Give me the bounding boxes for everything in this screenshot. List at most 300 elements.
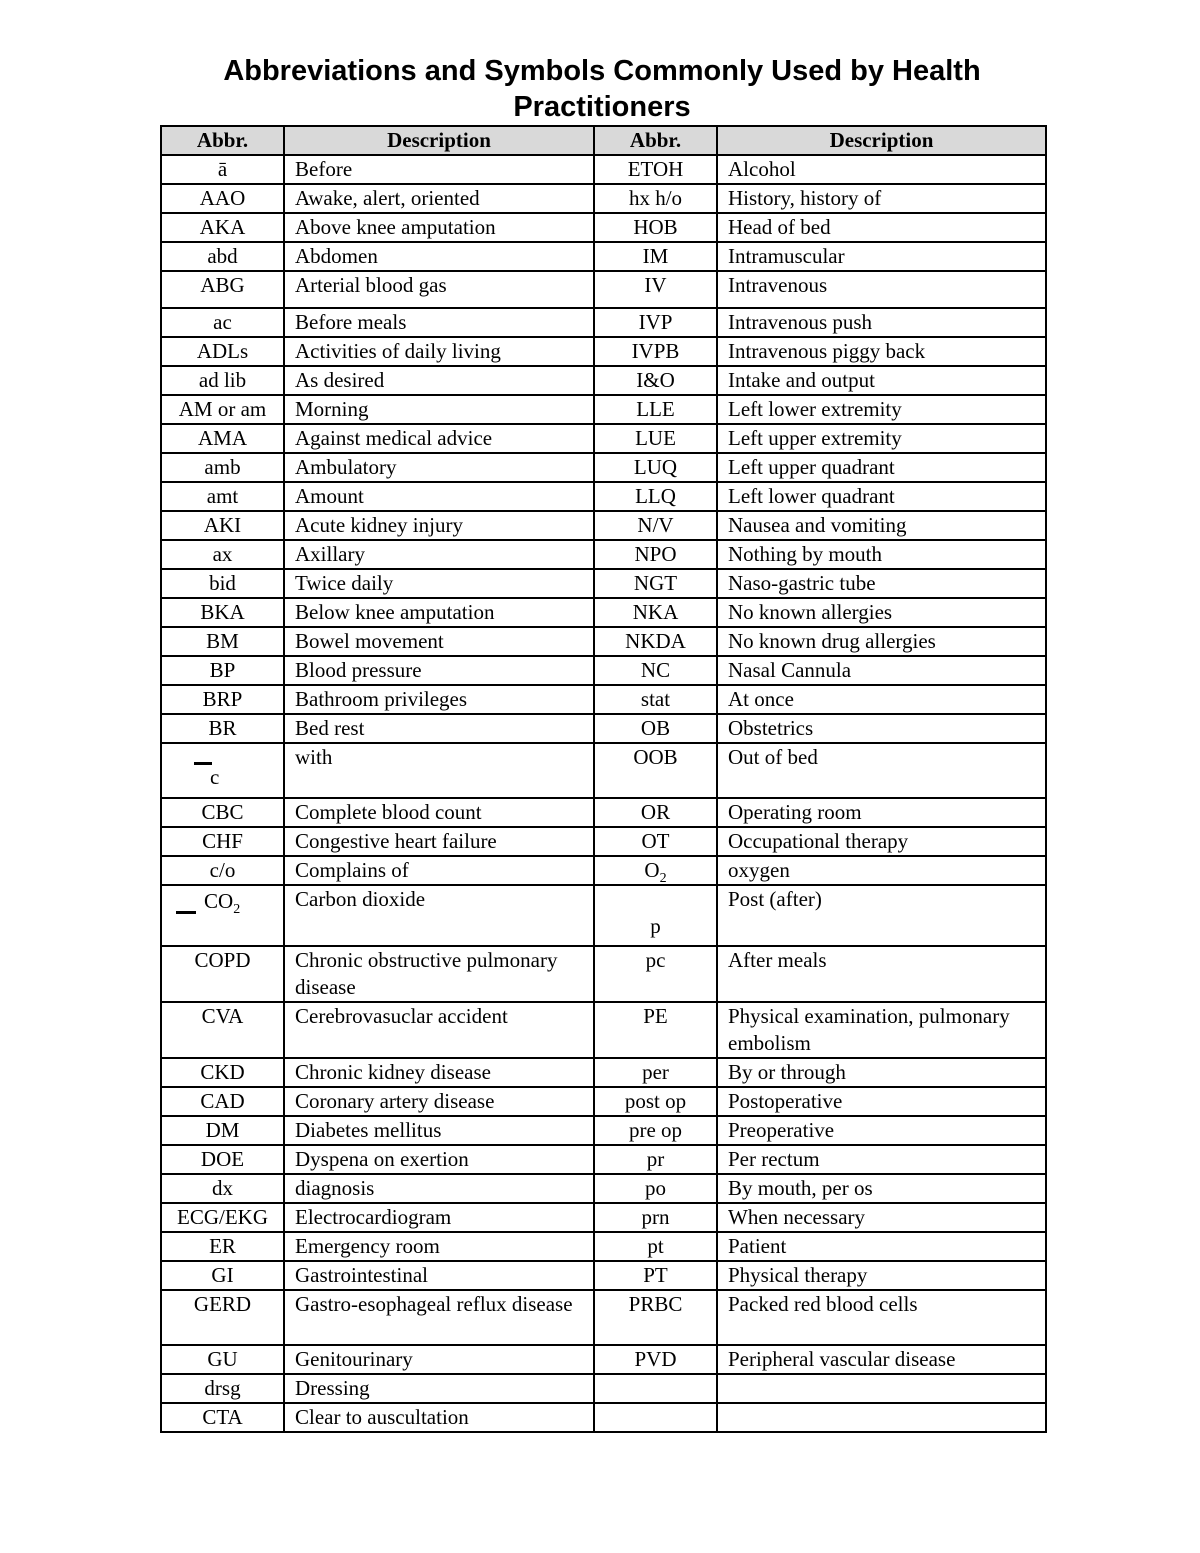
abbr-text: OB [640,716,671,740]
description-text: Congestive heart failure [295,829,497,853]
abbr-text: pt [647,1234,664,1258]
description-cell [717,1203,1046,1232]
abbr-text: IVP [638,310,673,334]
table-row [161,1145,1046,1174]
abbr-text: NPO [634,542,677,566]
abbr-text: amb [204,455,241,479]
abbr-cell [594,1403,717,1432]
header-description: Description [284,126,594,155]
description-cell [284,685,594,714]
abbr-text: hx h/o [628,186,683,210]
description-text: Morning [295,397,369,421]
abbr-cell [594,714,717,743]
abbr-cell [161,453,284,482]
table-row [161,395,1046,424]
description-cell [284,308,594,337]
abbr-cell [594,598,717,627]
description-cell [284,627,594,656]
description-cell [717,337,1046,366]
abbr-text: NKDA [625,629,686,653]
abbr-text: AM or am [178,397,267,421]
description-text: History, history of [728,186,882,210]
abbr-cell [161,1002,284,1058]
abbr-text: ā [217,157,228,181]
abbr-text: $CO_2$ [162,886,283,938]
abbr-text: I&O [636,368,675,392]
table-row [161,685,1046,714]
description-cell [717,1174,1046,1203]
table-body [161,155,1046,1432]
abbr-text: DOE [200,1147,245,1171]
table-row [161,885,1046,946]
description-cell [284,827,594,856]
abbr-cell [161,714,284,743]
description-cell [717,511,1046,540]
abbr-cell [594,1345,717,1374]
abbr-cell [594,885,717,946]
abbr-text: per [642,1060,669,1084]
description-text: Head of bed [728,215,831,239]
description-text: Gastrointestinal [295,1263,428,1287]
abbr-text: LUE [635,426,676,450]
abbr-cell [594,424,717,453]
header-abbr: Abbr. [161,126,284,155]
description-cell [717,1232,1046,1261]
description-cell [284,1145,594,1174]
table-row [161,627,1046,656]
abbr-text: CBC [201,800,244,824]
header-description: Description [717,126,1046,155]
description-cell [717,184,1046,213]
table-row [161,856,1046,885]
abbr-cell [594,1116,717,1145]
abbr-text: NC [640,658,671,682]
abbr-cell [594,1261,717,1290]
abbr-cell [594,1002,717,1058]
table-row [161,308,1046,337]
description-text: Acute kidney injury [295,513,463,537]
description-cell [284,242,594,271]
description-text: Electrocardiogram [295,1205,452,1229]
abbr-text: AAO [199,186,246,210]
description-cell [717,714,1046,743]
description-text: Intravenous [728,273,828,297]
abbr-cell [594,569,717,598]
description-cell [717,946,1046,1002]
description-cell [717,569,1046,598]
abbr-cell [161,743,284,798]
abbr-cell [161,1116,284,1145]
description-text: Cerebrovasuclar accident [295,1004,508,1028]
description-text: Intramuscular [728,244,845,268]
abbr-cell [161,656,284,685]
abbr-cell [594,337,717,366]
abbr-cell [594,1232,717,1261]
description-cell [717,598,1046,627]
abbr-cell [161,946,284,1002]
description-text: diagnosis [295,1176,375,1200]
description-text: Complete blood count [295,800,482,824]
abbr-text: BP [209,658,236,682]
description-text: Obstetrics [728,716,814,740]
abbr-text: CTA [202,1405,243,1429]
description-cell [717,627,1046,656]
description-text: Nasal Cannula [728,658,852,682]
header-abbr: Abbr. [594,126,717,155]
description-text: Above knee amputation [295,215,496,239]
abbr-text: $O_2$ [644,858,667,887]
description-cell [284,656,594,685]
table-row [161,1232,1046,1261]
description-cell [717,540,1046,569]
description-cell [284,395,594,424]
abbr-text: BKA [200,600,245,624]
description-cell [284,885,594,946]
description-text: Awake, alert, oriented [295,186,480,210]
description-text: Packed red blood cells [728,1292,918,1316]
abbr-text: GERD [193,1292,252,1316]
abbr-text: ADLs [196,339,249,363]
abbr-text: ETOH [627,157,684,181]
abbr-cell [594,242,717,271]
abbr-cell [161,856,284,885]
description-text: Below knee amputation [295,600,495,624]
description-text: By mouth, per os [728,1176,873,1200]
description-text: Complains of [295,858,409,882]
description-text: Intravenous push [728,310,873,334]
abbr-cell [161,242,284,271]
description-text: Axillary [295,542,365,566]
table-row [161,1261,1046,1290]
description-cell [717,743,1046,798]
table-row [161,511,1046,540]
description-cell [717,424,1046,453]
description-cell [717,1145,1046,1174]
description-cell [284,540,594,569]
abbr-cell [161,511,284,540]
description-text: Occupational therapy [728,829,909,853]
description-text: Postoperative [728,1089,843,1113]
description-text: Physical examination, pulmonary embolism [728,1004,1010,1055]
description-cell [717,685,1046,714]
abbr-text: BRP [202,687,243,711]
abbr-text: COPD [194,948,251,972]
abbr-cell [161,184,284,213]
abbr-cell [161,1058,284,1087]
description-cell [284,482,594,511]
description-cell [717,308,1046,337]
table-row [161,1174,1046,1203]
description-text: oxygen [728,858,790,882]
description-cell [717,656,1046,685]
description-cell [284,366,594,395]
abbr-cell [161,337,284,366]
abbr-cell [594,1374,717,1403]
description-text: After meals [728,948,827,972]
abbr-cell [594,213,717,242]
abbr-text: abd [207,244,238,268]
description-text: Patient [728,1234,787,1258]
abbr-text: AKI [203,513,242,537]
table-row [161,656,1046,685]
abbr-text: prn [641,1205,670,1229]
abbr-cell [594,1058,717,1087]
description-cell [717,482,1046,511]
abbr-cell [594,540,717,569]
description-text: Peripheral vascular disease [728,1347,956,1371]
abbr-cell [161,1087,284,1116]
table-row [161,1087,1046,1116]
description-cell [284,424,594,453]
description-cell [717,1261,1046,1290]
abbr-text: ac [213,310,232,334]
table-row [161,1203,1046,1232]
description-text: Per rectum [728,1147,820,1171]
description-cell [284,511,594,540]
abbr-cell [594,1087,717,1116]
abbr-text: GI [211,1263,234,1287]
table-row [161,424,1046,453]
description-text: Activities of daily living [295,339,501,363]
description-cell [284,714,594,743]
abbr-text: LLE [636,397,675,421]
description-text: As desired [295,368,385,392]
description-text: Clear to auscultation [295,1405,469,1429]
abbr-cell [161,569,284,598]
abbr-text: CAD [200,1089,245,1113]
abbr-text: bid [209,571,236,595]
description-text: Against medical advice [295,426,493,450]
abbreviations-table [160,125,1047,1433]
abbr-text: amt [206,484,239,508]
abbr-cell [594,511,717,540]
abbr-text: PT [643,1263,668,1287]
abbr-cell [594,184,717,213]
page-title: Abbreviations and Symbols Commonly Used by Health Practitioners [223,55,981,123]
abbr-cell [594,798,717,827]
description-cell [284,798,594,827]
description-cell [284,743,594,798]
description-text: Left lower extremity [728,397,902,421]
description-text: Bowel movement [295,629,444,653]
table-row [161,337,1046,366]
description-cell [717,366,1046,395]
table-row [161,598,1046,627]
abbr-cell [161,213,284,242]
table-row [161,453,1046,482]
abbr-cell [161,395,284,424]
table-row [161,242,1046,271]
description-cell [717,885,1046,946]
abbr-cell [594,946,717,1002]
description-cell [284,453,594,482]
description-text: Arterial blood gas [295,273,447,297]
abbr-text: AKA [199,215,246,239]
abbr-text: BM [206,629,239,653]
description-text: Diabetes mellitus [295,1118,442,1142]
abbr-cell [161,424,284,453]
description-cell [717,1290,1046,1345]
abbr-text: PRBC [628,1292,683,1316]
description-cell [717,856,1046,885]
abbr-text: stat [640,687,671,711]
abbr-cell [594,308,717,337]
description-text: When necessary [728,1205,866,1229]
abbr-cell [594,271,717,308]
abbr-cell [161,155,284,184]
table-row [161,213,1046,242]
abbr-text: pr [646,1147,665,1171]
description-text: Preoperative [728,1118,835,1142]
abbr-text: OR [640,800,671,824]
description-text: Chronic kidney disease [295,1060,491,1084]
description-text: Nothing by mouth [728,542,883,566]
abbr-text: dx [212,1176,233,1200]
description-text: Bathroom privileges [295,687,468,711]
abbr-cell [161,271,284,308]
abbr-cell [594,453,717,482]
description-text: Carbon dioxide [295,887,426,911]
description-text: Amount [295,484,364,508]
description-cell [717,453,1046,482]
abbr-text: pc [645,948,666,972]
description-text: Nausea and vomiting [728,513,907,537]
table-row [161,1116,1046,1145]
abbr-cell [161,685,284,714]
abbr-text: DM [205,1118,240,1142]
description-cell [284,1345,594,1374]
description-text: Bed rest [295,716,365,740]
description-cell [284,1232,594,1261]
abbr-text: BR [208,716,237,740]
table-row [161,714,1046,743]
abbr-text: ad lib [198,368,247,392]
abbr-cell [161,482,284,511]
description-cell [717,155,1046,184]
abbr-text: ax [212,542,233,566]
description-cell [717,1002,1046,1058]
abbr-cell [161,827,284,856]
description-cell [284,1403,594,1432]
abbr-cell [161,1174,284,1203]
description-cell [284,1203,594,1232]
abbr-cell [161,627,284,656]
description-cell [284,946,594,1002]
abbr-cell [594,482,717,511]
description-cell [284,1290,594,1345]
table-row [161,271,1046,308]
description-cell [284,569,594,598]
description-cell [284,1058,594,1087]
abbr-cell [594,1174,717,1203]
description-cell [284,1087,594,1116]
description-text: Post (after) [728,887,822,911]
abbr-cell [161,366,284,395]
description-text: Blood pressure [295,658,422,682]
description-text: Gastro-esophageal reflux disease [295,1292,573,1316]
description-cell [717,242,1046,271]
description-cell [284,856,594,885]
abbr-cell [594,1290,717,1345]
abbr-cell [594,743,717,798]
table-row [161,827,1046,856]
description-cell [717,1116,1046,1145]
description-text: Genitourinary [295,1347,413,1371]
abbr-text: po [645,1176,666,1200]
table-row [161,1403,1046,1432]
table-row [161,743,1046,798]
table-row [161,155,1046,184]
table-row [161,1345,1046,1374]
description-text: Intake and output [728,368,875,392]
abbr-text: pre op [628,1118,683,1142]
abbr-cell [161,1232,284,1261]
description-text: By or through [728,1060,846,1084]
abbr-cell [161,798,284,827]
abbr-cell [594,366,717,395]
table-row [161,1058,1046,1087]
table-row [161,540,1046,569]
abbr-text: OT [641,829,670,853]
table-row [161,569,1046,598]
abbr-text: LUQ [633,455,678,479]
abbr-cell [594,155,717,184]
abbr-cell [161,308,284,337]
description-cell [717,1374,1046,1403]
description-text: No known allergies [728,600,893,624]
abbr-text: CKD [200,1060,245,1084]
description-cell [717,271,1046,308]
abbr-text: ECG/EKG [177,1205,268,1229]
abbr-text: IM [642,244,669,268]
abbr-cell [161,598,284,627]
description-text: Before [295,157,353,181]
table-row [161,946,1046,1002]
abbr-cell [161,885,284,946]
abbr-text: NKA [632,600,679,624]
description-text: No known drug allergies [728,629,936,653]
description-text: Alcohol [728,157,796,181]
description-text: Coronary artery disease [295,1089,495,1113]
abbr-text: ABG [200,273,245,297]
table-row [161,1290,1046,1345]
description-cell [717,1403,1046,1432]
abbr-cell [594,1203,717,1232]
abbr-text: N/V [637,513,674,537]
abbr-text: OOB [633,745,678,769]
description-cell [717,1087,1046,1116]
description-text: Emergency room [295,1234,440,1258]
abbr-text: IV [644,273,667,297]
description-text: Abdomen [295,244,378,268]
abbr-text: AMA [197,426,247,450]
description-cell [717,1058,1046,1087]
description-text: Intravenous piggy back [728,339,926,363]
abbr-cell [594,827,717,856]
description-cell [284,598,594,627]
abbr-cell [594,856,717,885]
abbr-cell [161,1261,284,1290]
abbr-text: LLQ [635,484,676,508]
abbr-text: c [172,744,212,790]
description-text: Before meals [295,310,407,334]
description-text: Twice daily [295,571,394,595]
abbr-text: GU [207,1347,238,1371]
description-text: Left upper quadrant [728,455,895,479]
abbr-text: post op [624,1089,687,1113]
description-cell [717,213,1046,242]
description-cell [284,337,594,366]
